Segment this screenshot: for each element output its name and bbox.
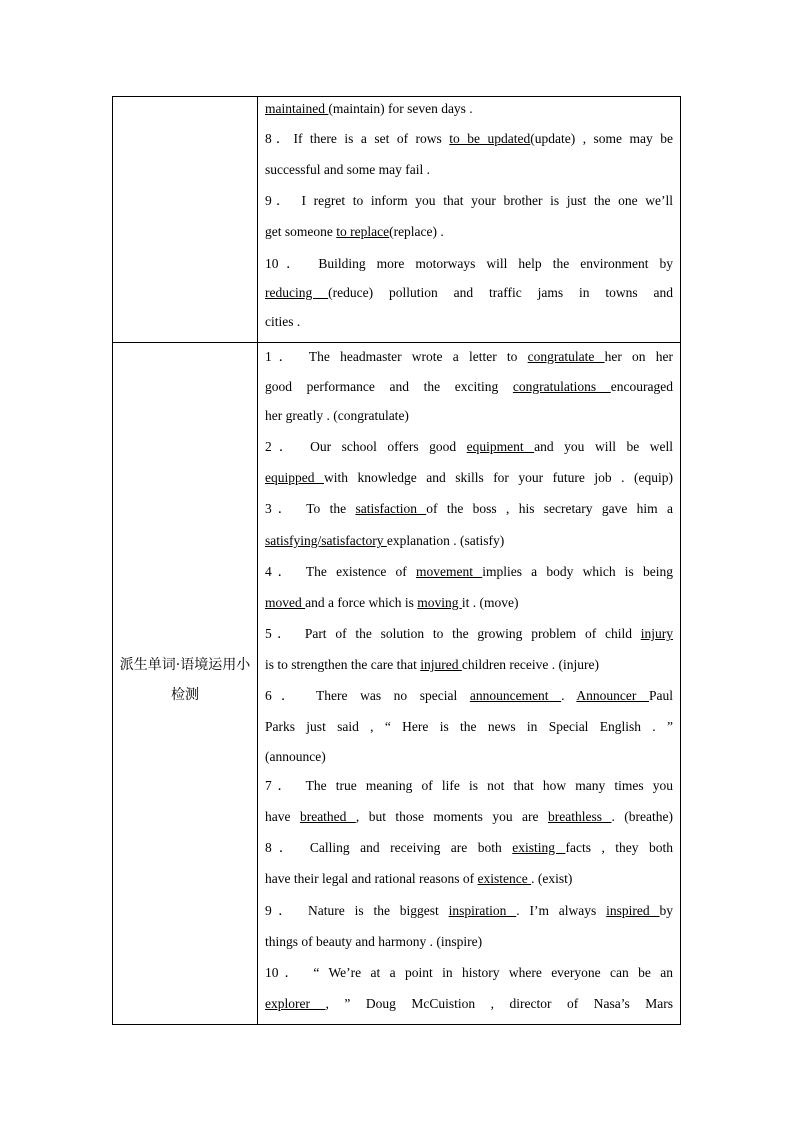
- answer-blank: equipped: [265, 470, 324, 485]
- text-line: 8． Calling and receiving are both existing facts , they both: [265, 840, 674, 855]
- answer-blank: inspired: [606, 903, 660, 918]
- text-line: 6． There was no special announcement . Announcer Paul: [265, 688, 673, 703]
- text-line: have their legal and rational reasons of existence . (exist): [265, 871, 573, 886]
- text-line: explorer , ” Doug McCuistion , director of Nasa’s Mars: [265, 996, 673, 1011]
- table-row: [113, 343, 680, 1024]
- text-line: 10． “ We’re at a point in history where everyone can be an: [265, 965, 673, 980]
- row-label-cell: [113, 97, 258, 342]
- answer-blank: injured: [420, 657, 462, 672]
- answer-blank: inspiration: [448, 903, 517, 918]
- text-line: satisfying/satisfactory explanation . (satisfy): [265, 533, 505, 548]
- text-line: get someone to replace(replace) .: [265, 224, 444, 239]
- text-line: 5． Part of the solution to the growing problem of child injury: [265, 626, 673, 641]
- answer-blank: explorer: [265, 996, 326, 1011]
- text-line: equipped with knowledge and skills for your future job . (equip): [265, 470, 673, 485]
- text-line: 4． The existence of movement implies a body which is being: [265, 564, 673, 579]
- answer-blank: breathed: [299, 809, 356, 824]
- answer-blank: satisfying/satisfactory: [265, 533, 387, 548]
- table-row: [113, 97, 680, 343]
- answer-blank: to be updated: [449, 131, 531, 146]
- answer-blank: equipment: [466, 439, 535, 454]
- answer-blank: injury: [640, 626, 673, 641]
- answer-blank: maintained: [265, 101, 329, 116]
- answer-blank: announcement: [469, 688, 562, 703]
- text-line: Parks just said , “ Here is the news in Special English . ”: [265, 719, 673, 734]
- text-line: 8．If there is a set of rows to be updated(update) , some may be: [265, 131, 673, 146]
- answer-blank: existence: [477, 871, 532, 886]
- text-line: 7． The true meaning of life is not that how many times you: [265, 778, 673, 793]
- answer-blank: Announcer: [576, 688, 649, 703]
- row-content-cell: [258, 343, 680, 1024]
- text-line: 1． The headmaster wrote a letter to congratulate her on her: [265, 349, 673, 364]
- answer-blank: satisfaction: [355, 501, 427, 516]
- row-label-cell: [113, 343, 258, 1024]
- answer-blank: movement: [416, 564, 483, 579]
- text-line: (announce): [265, 749, 326, 764]
- exercise-table: [112, 96, 681, 1025]
- text-line: 2． Our school offers good equipment and you will be well: [265, 439, 673, 454]
- answer-blank: congratulations: [512, 379, 611, 394]
- text-line: good performance and the exciting congratulations encouraged: [265, 379, 673, 394]
- text-line: things of beauty and harmony . (inspire): [265, 934, 483, 949]
- text-line: have breathed , but those moments you are breathless . (breathe): [265, 809, 674, 824]
- answer-blank: congratulate: [527, 349, 605, 364]
- text-line: 10． Building more motorways will help the environment by: [265, 256, 673, 271]
- text-line: 9． Nature is the biggest inspiration . I’m always inspired by: [265, 903, 673, 918]
- text-line: is to strengthen the care that injured children receive . (injure): [265, 657, 600, 672]
- answer-blank: existing: [512, 840, 566, 855]
- answer-blank: reducing: [265, 285, 329, 300]
- text-line: 3． To the satisfaction of the boss , his secretary gave him a: [265, 501, 673, 516]
- answer-blank: moved: [265, 595, 306, 610]
- answer-blank: to replace: [336, 224, 390, 239]
- text-line: moved and a force which is moving it . (move): [265, 595, 519, 610]
- text-line: her greatly . (congratulate): [265, 408, 409, 423]
- text-line: cities .: [265, 314, 301, 329]
- text-line: maintained (maintain) for seven days .: [265, 101, 473, 116]
- answer-blank: breathless: [548, 809, 612, 824]
- section-label: 派生单词·语境运用小检测: [119, 657, 251, 703]
- row-content-cell: [258, 97, 680, 342]
- answer-blank: moving: [417, 595, 462, 610]
- text-line: reducing (reduce) pollution and traffic jams in towns and: [265, 285, 673, 300]
- text-line: successful and some may fail .: [265, 162, 430, 177]
- text-line: 9． I regret to inform you that your brother is just the one we’ll: [265, 193, 673, 208]
